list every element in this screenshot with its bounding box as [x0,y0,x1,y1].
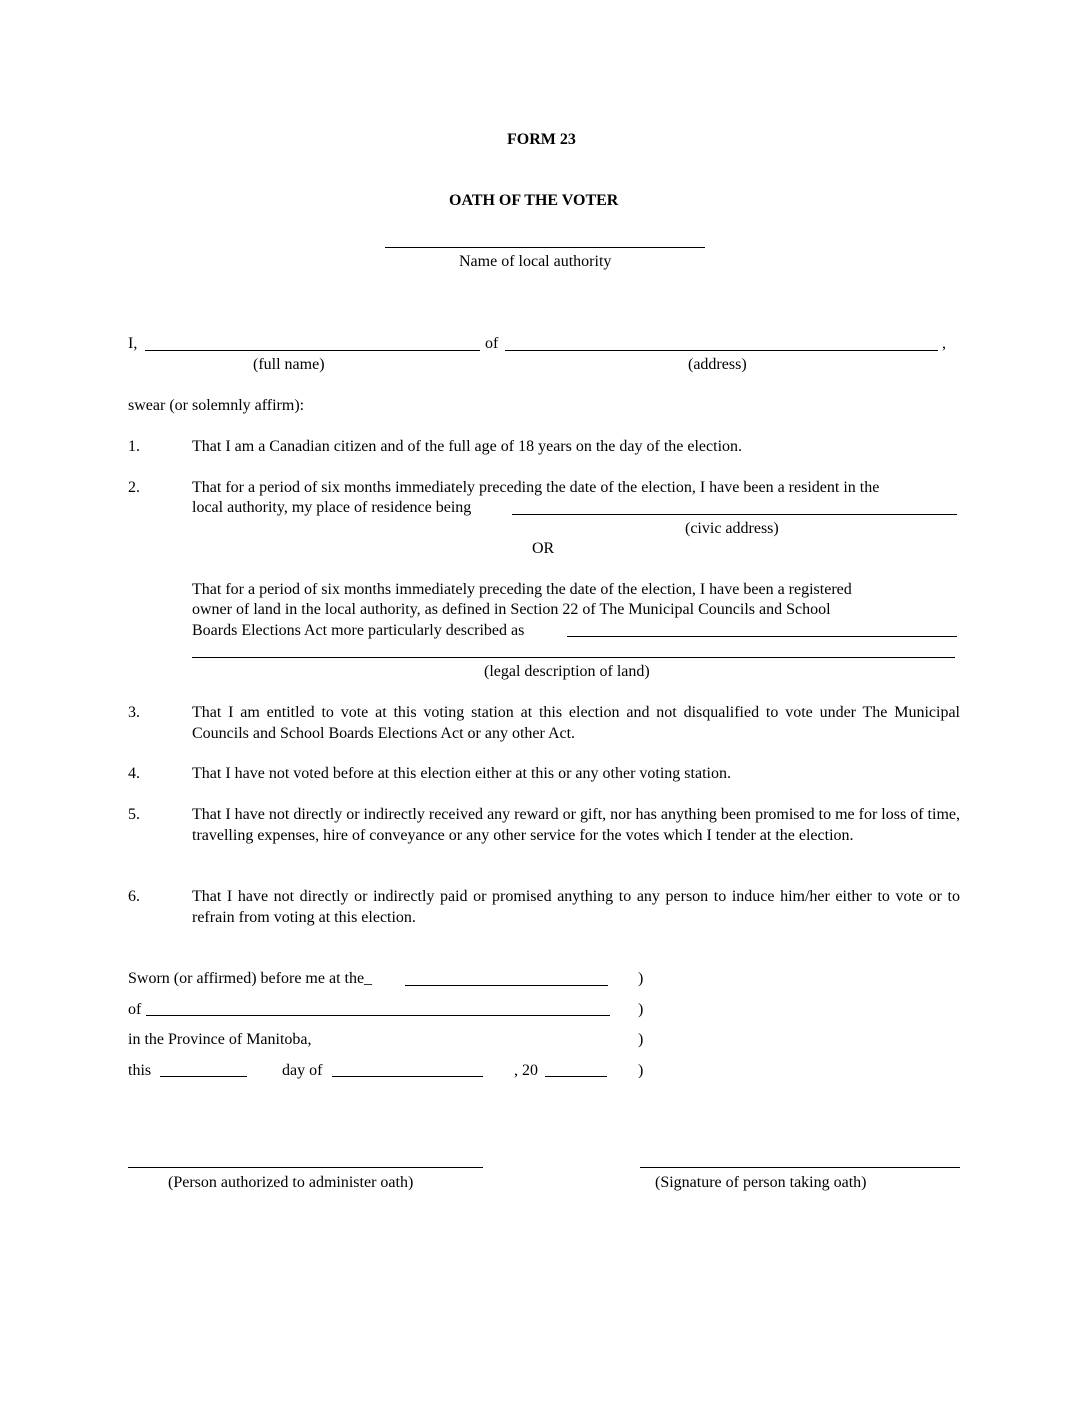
full-name-field[interactable] [145,350,480,351]
item-number: 6. [128,888,140,905]
land-description-field-2[interactable] [192,657,955,658]
jurat-of: of [128,1001,142,1018]
item-text: local authority, my place of residence being [192,499,472,516]
declarant-comma: , [942,335,946,352]
civic-address-field[interactable] [512,514,957,515]
jurat-sworn: Sworn (or affirmed) before me at the_ [128,970,373,987]
full-name-caption: (full name) [253,356,325,373]
jurat-day-of: day of [282,1062,323,1079]
form-title: OATH OF THE VOTER [449,192,619,209]
item-text: That I have not directly or indirectly paid or promised anything to any person to induce him/her either to vote or to refrain from voting at this election. [192,888,960,926]
item-text: That I am entitled to vote at this voting station at this election and not disqualified to vote under The Municipal Councils and School Boards Elections Act or any other Act. [192,704,960,742]
sworn-of-field[interactable] [146,1015,610,1016]
voter-signature-caption: (Signature of person taking oath) [655,1174,867,1191]
administrator-signature-caption: (Person authorized to administer oath) [168,1174,414,1191]
civic-address-caption: (civic address) [685,520,779,537]
local-authority-field[interactable] [385,247,705,248]
sworn-place-field[interactable] [405,985,608,986]
item-text: That I am a Canadian citizen and of the full age of 18 years on the day of the election. [192,438,743,455]
form-number: FORM 23 [507,131,576,148]
item-number: 5. [128,806,140,823]
jurat-paren: ) [638,1062,644,1079]
item-number: 1. [128,438,140,455]
land-description-field[interactable] [567,636,957,637]
jurat-year-prefix: , 20 [514,1062,538,1079]
jurat-paren: ) [638,1031,644,1048]
day-field[interactable] [160,1076,247,1077]
item-text: That I have not directly or indirectly received any reward or gift, nor has anything been promised to me for loss of time, travelling expenses, hire of conveyance or any other service for the votes which I tender at the election. [192,806,960,844]
voter-signature-field[interactable] [640,1167,960,1168]
jurat-paren: ) [638,1001,644,1018]
item-number: 2. [128,479,140,496]
item-text: owner of land in the local authority, as defined in Section 22 of The Municipal Councils and School [192,601,831,618]
item-text: That I have not voted before at this election either at this or any other voting station. [192,765,731,782]
year-field[interactable] [545,1076,607,1077]
declarant-of: of [485,335,499,352]
administrator-signature-field[interactable] [128,1167,483,1168]
swear-statement: swear (or solemnly affirm): [128,397,305,414]
item-number: 4. [128,765,140,782]
local-authority-caption: Name of local authority [459,253,612,270]
item-text: That for a period of six months immediately preceding the date of the election, I have been a registered [192,581,852,598]
item-text: Boards Elections Act more particularly described as [192,622,525,639]
jurat-this: this [128,1062,152,1079]
item-text: That for a period of six months immediately preceding the date of the election, I have been a resident in the [192,479,880,496]
address-caption: (address) [688,356,747,373]
or-separator: OR [532,540,555,557]
item-number: 3. [128,704,140,721]
address-field[interactable] [505,350,938,351]
jurat-province: in the Province of Manitoba, [128,1031,312,1048]
jurat-paren: ) [638,970,644,987]
month-field[interactable] [332,1076,483,1077]
declarant-prefix: I, [128,335,138,352]
legal-description-caption: (legal description of land) [484,663,650,680]
